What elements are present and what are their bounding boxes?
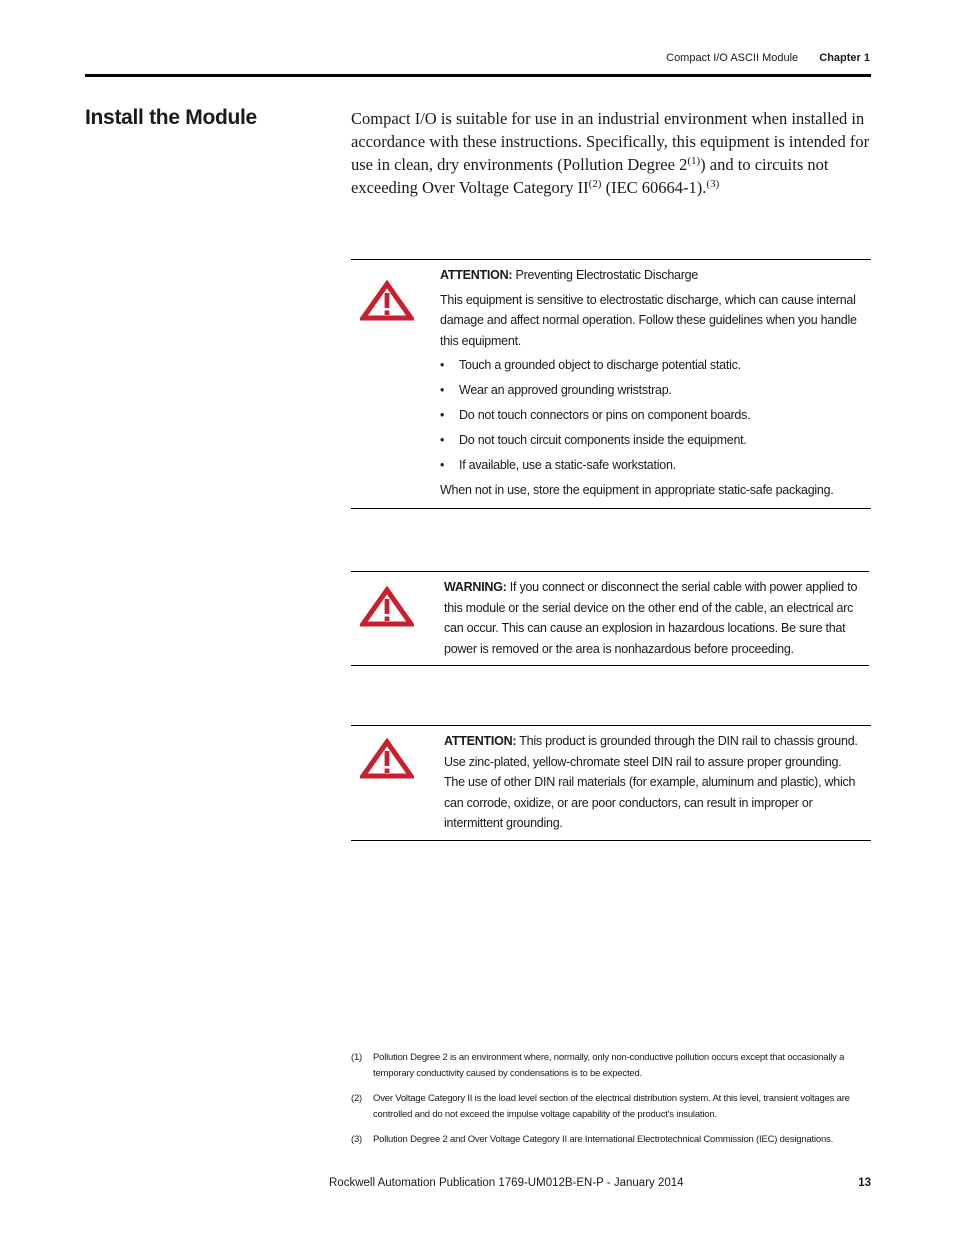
warning-serial-cable-notice	[351, 571, 869, 666]
warning-triangle-icon	[360, 280, 414, 327]
list-item: • Do not touch connectors or pins on component boards.	[440, 405, 861, 426]
running-header	[666, 52, 870, 64]
footnote-text: Pollution Degree 2 is an environment where, normally, only non-conductive pollution occurs except that occasionally a temporary conductivity caused by condensations is to be expected.	[373, 1052, 845, 1079]
footnote-text: Pollution Degree 2 and Over Voltage Category II are International Electrotechnical Commission (IEC) designations.	[373, 1134, 834, 1145]
warning-triangle-icon	[360, 738, 414, 785]
list-item: • Do not touch circuit components inside the equipment.	[440, 430, 861, 451]
list-item: • Wear an approved grounding wriststrap.	[440, 380, 861, 401]
list-item: • Touch a grounded object to discharge potential static.	[440, 355, 861, 376]
notice-label: WARNING:	[444, 580, 507, 594]
header-chapter: Chapter 1	[819, 52, 870, 64]
notice-text	[444, 577, 859, 659]
notice-label: ATTENTION:	[444, 734, 517, 748]
attention-esd-notice	[351, 259, 871, 509]
attention-din-rail-notice	[351, 725, 871, 841]
footnote-text: Over Voltage Category II is the load level section of the electrical distribution system. At this level, transient voltages are controlled and do not exceed the impulse voltage capability of the product's insulation.	[373, 1093, 850, 1120]
footnote-ref-2[interactable]: (2)	[588, 178, 602, 190]
list-item: • If available, use a static-safe workstation.	[440, 455, 861, 476]
header-rule	[85, 74, 871, 77]
notice-label: ATTENTION:	[440, 268, 513, 282]
footnote-ref-3[interactable]: (3)	[706, 178, 720, 190]
notice-body	[440, 265, 861, 501]
header-module: Compact I/O ASCII Module	[666, 52, 799, 64]
notice-title: Preventing Electrostatic Discharge	[512, 268, 699, 282]
footnote-1	[351, 1050, 871, 1082]
footnote-3	[351, 1132, 871, 1148]
notice-closing: When not in use, store the equipment in appropriate static-safe packaging.	[440, 483, 834, 497]
intro-text-3: (IEC 60664-1).	[601, 178, 707, 197]
intro-text-2: ) and to circuits not exceeding Over Voltage Category II	[351, 155, 829, 197]
publication-info: Rockwell Automation Publication 1769-UM012B-EN-P - January 2014	[329, 1177, 684, 1189]
intro-paragraph	[351, 107, 871, 199]
notice-heading	[440, 265, 861, 286]
warning-triangle-icon	[360, 586, 414, 633]
footnote-number: (3)	[351, 1134, 363, 1145]
notice-text-content: If you connect or disconnect the serial cable with power applied to this module or the serial device on the other end of the cable, an electrical arc can occur. This can cause an explosion in hazardous locations. Be sure that power is removed or the area is nonhazardous before proceeding.	[444, 580, 858, 656]
section-title: Install the Module	[85, 106, 257, 129]
notice-text-content: This product is grounded through the DIN rail to chassis ground. Use zinc-plated, yellow-chromate steel DIN rail to assure proper grounding. The use of other DIN rail materials (for example, aluminum and plastic), which can corrode, oxidize, or are poor conductors, can result in improper or intermittent grounding.	[444, 734, 858, 830]
notice-text: This equipment is sensitive to electrostatic discharge, which can cause internal damage and affect normal operation. Follow these guidelines when you handle this equipment.	[440, 292, 857, 348]
notice-text	[444, 731, 861, 834]
page-number: 13	[858, 1177, 871, 1189]
notice-body	[444, 731, 861, 834]
notice-body	[444, 577, 859, 659]
footnote-number: (1)	[351, 1052, 363, 1063]
footnotes	[351, 1050, 871, 1157]
footnote-ref-1[interactable]: (1)	[687, 155, 701, 167]
footnote-2	[351, 1091, 871, 1123]
intro-text-1: Compact I/O is suitable for use in an industrial environment when installed in accordance with these instructions. Specifically, this equipment is intended for use in clean, dry environments (Pollution Degree 2	[351, 109, 870, 174]
footnote-number: (2)	[351, 1093, 363, 1104]
guideline-list	[440, 355, 861, 476]
